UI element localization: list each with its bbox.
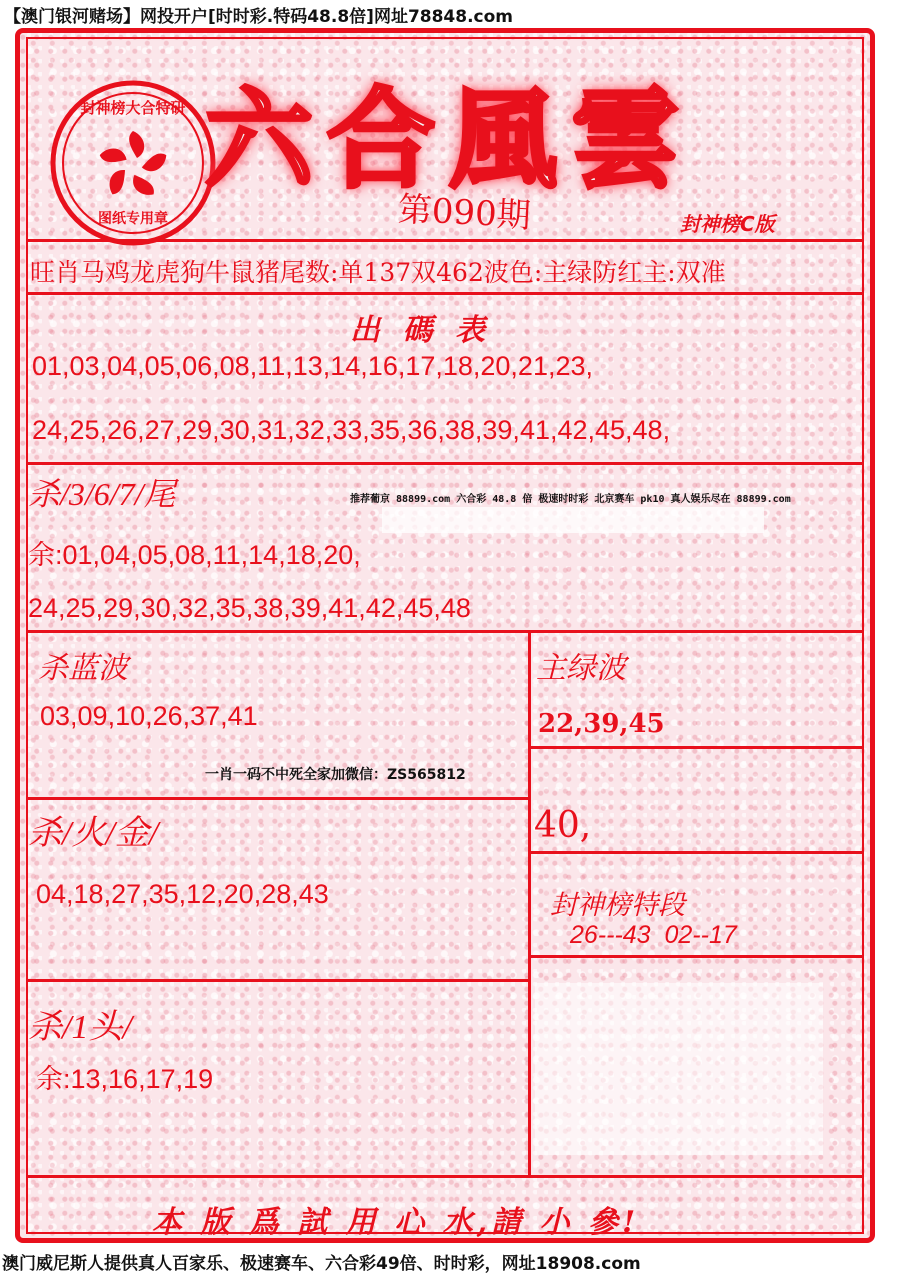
numbers-row: 24,25,29,30,32,35,38,39,41,42,45,48 [28, 593, 471, 623]
issue-number: 第090期 [396, 189, 532, 237]
wechat-note[interactable]: 一肖一码不中死全家加微信：ZS565812 [205, 767, 466, 783]
ad-text[interactable]: 推荐葡京 88899.com 六合彩 48.8 倍 极速时时彩 北京赛车 pk10 真人娱乐尽在 88899.com [350, 494, 791, 505]
main-green-numbers: 22,39,45 [538, 709, 665, 739]
page-title: 六合風雲 [205, 77, 694, 203]
divider [528, 955, 864, 958]
svg-text:图纸专用章: 图纸专用章 [98, 211, 168, 227]
divider [528, 746, 864, 749]
kill-tail-title: 杀/3/6/7/尾 [28, 476, 176, 512]
svg-text:封神榜大合特研: 封神榜大合特研 [80, 99, 186, 117]
top-ad-banner[interactable]: 【澳门银河赌场】网投开户[时时彩.特码48.8倍]网址78848.com [4, 7, 514, 27]
numbers-row: 24,25,26,27,29,30,31,32,33,35,36,38,39,41,42,45,48, [32, 415, 671, 445]
special-segment-values: 26---43 02--17 [570, 921, 737, 949]
ad-backdrop [382, 507, 764, 533]
numbers-row: 01,03,04,05,06,08,11,13,14,16,17,18,20,21,23, [32, 351, 594, 381]
kill-blue-title: 杀蓝波 [38, 652, 128, 685]
divider [26, 239, 864, 242]
kill-fire-gold-numbers: 04,18,27,35,12,20,28,43 [36, 879, 329, 909]
numbers-row: 余:01,04,05,08,11,14,18,20, [28, 540, 361, 570]
divider [26, 979, 528, 982]
edition-label: 封神榜C版 [680, 212, 775, 236]
divider [528, 851, 864, 854]
kill-head-title: 杀/1头/ [28, 1009, 132, 1046]
numbers-table-title: 出 碼 表 [350, 313, 491, 348]
blank-box [535, 983, 823, 1155]
kill-fire-gold-title: 杀/火/金/ [28, 815, 159, 852]
kill-blue-numbers: 03,09,10,26,37,41 [40, 701, 258, 731]
single-value: 40, [534, 805, 592, 846]
bottom-ad-banner[interactable]: 澳门威尼斯人提供真人百家乐、极速赛车、六合彩49倍、时时彩，网址18908.com [2, 1254, 641, 1274]
main-green-title: 主绿波 [536, 652, 626, 685]
footer-slogan: 本 版 爲 試 用 心 水,請 小 參! [152, 1205, 640, 1240]
kill-head-numbers: 余:13,16,17,19 [36, 1064, 214, 1094]
column-divider [528, 630, 531, 1175]
lottery-sheet [15, 28, 875, 1243]
seal-icon [48, 78, 218, 248]
divider [26, 292, 864, 295]
divider [26, 1175, 864, 1178]
summary-line: 旺肖马鸡龙虎狗牛鼠猪尾数:单137双462波色:主绿防红主:双准 [30, 258, 726, 287]
seal-stamp [48, 78, 218, 248]
special-segment-title: 封神榜特段 [550, 890, 685, 920]
divider [26, 797, 528, 800]
divider [26, 630, 864, 633]
divider [26, 462, 864, 465]
